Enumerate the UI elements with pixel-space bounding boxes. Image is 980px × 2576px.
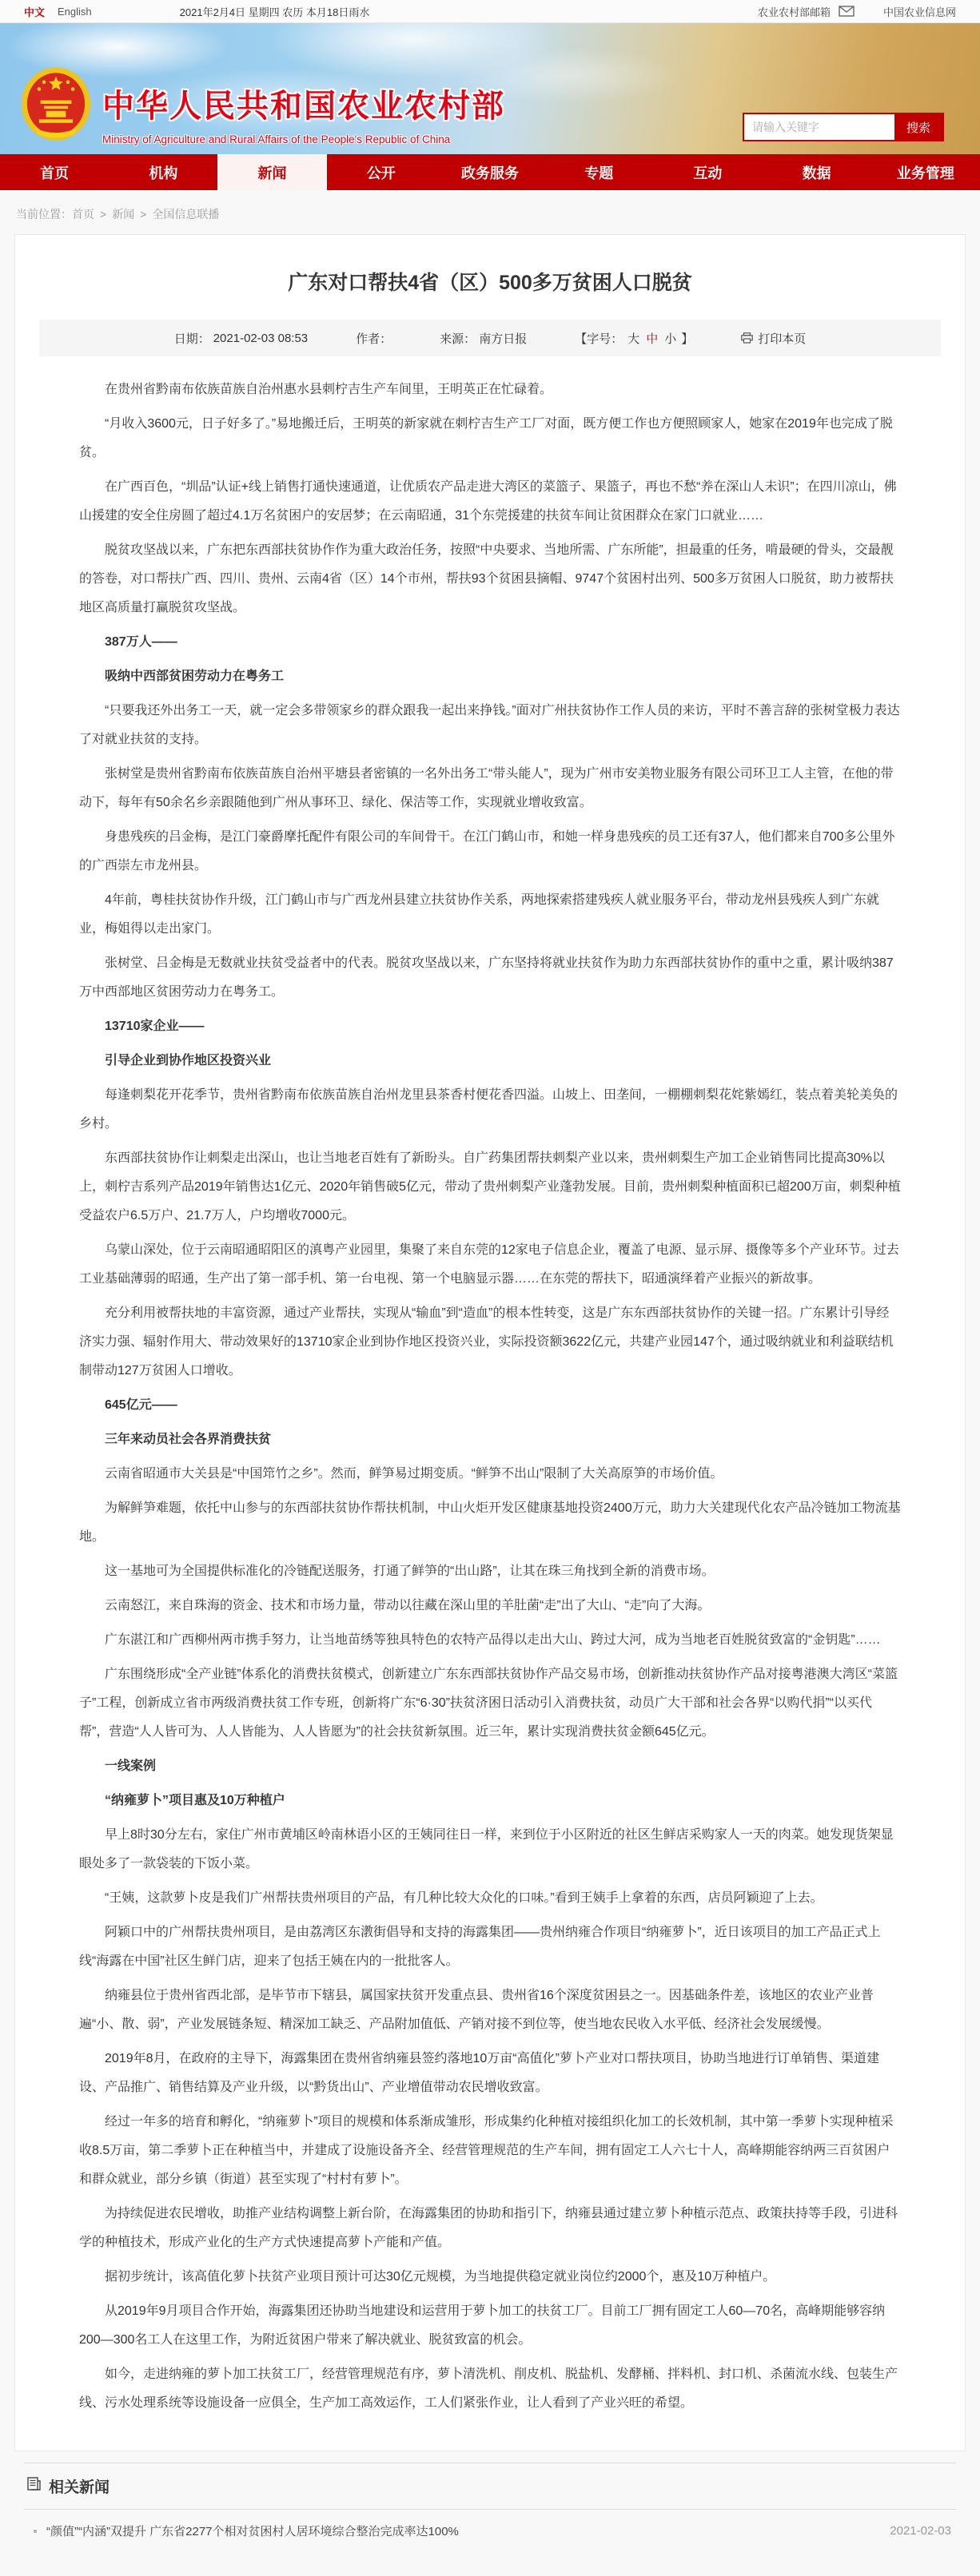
breadcrumb-separator: >: [100, 208, 107, 221]
lang-english-link[interactable]: English: [58, 5, 92, 18]
paragraph: 经过一年多的培育和孵化，“纳雍萝卜”项目的规模和体系渐成雏形，形成集约化种植对接组织化加工的长效机制，其中第一季萝卜实现种植采收8.5万亩，第二季萝卜正在种植当中，并建成了设施设备齐全、经营管理规范的生产车间，拥有固定工人六七十人，高峰期能容纳两三百贫困户和群众就业，部分乡镇（街道）甚至实现了“村村有萝卜”。: [79, 2115, 894, 2186]
section-heading: 387万人——: [105, 635, 177, 649]
search-input[interactable]: [744, 114, 894, 140]
section-heading: 645亿元——: [105, 1398, 177, 1412]
section-heading: 引导企业到协作地区投资兴业: [105, 1054, 272, 1067]
paragraph: 广东湛江和广西柳州两市携手努力，让当地苗绣等独具特色的农特产品得以走出大山、跨过大河，成为当地老百姓脱贫致富的“金钥匙”……: [105, 1633, 881, 1647]
meta-font-size: 【字号： 大 中 小 】: [575, 330, 693, 347]
paragraph: 充分利用被帮扶地的丰富资源，通过产业帮扶，实现从“输血”到“造血”的根本性转变，这是广东东西部扶贫协作的关键一招。广东累计引导经济实力强、辐射作用大、带动效果好的13710家企业到协作地区投资兴业，实际投资额3622亿元，共建产业园147个，通过吸纳就业和利益联结机制带动127万贫困人口增收。: [79, 1306, 894, 1377]
related-news-section: [24, 2463, 956, 2547]
paragraph: 为持续促进农民增收，助推产业结构调整上新台阶，在海露集团的协助和指引下，纳雍县通过建立萝卜种植示范点、政策扶持等手段，引进科学的种植技术，形成产业化的生产方式快速提高萝卜产能和产值。: [79, 2207, 898, 2249]
nav-item-business[interactable]: 业务管理: [896, 165, 954, 181]
related-news-header: [24, 2463, 956, 2509]
paragraph: 据初步统计，该高值化萝卜扶贫产业项目预计可达30亿元规模，为当地提供稳定就业岗位约2000个，惠及10万种植户。: [105, 2270, 776, 2284]
paragraph: 这一基地可为全国提供标准化的冷链配送服务，打通了鲜笋的“出山路”，让其在珠三角找到全新的消费市场。: [105, 1564, 715, 1578]
paragraph: 阿颖口中的广州帮扶贵州项目，是由荔湾区东漖街倡导和支持的海露集团——贵州纳雍合作项目“纳雍萝卜”，近日该项目的加工产品正式上线“海露在中国”社区生鲜门店，迎来了包括王姨在内的一批批客人。: [79, 1926, 881, 1968]
lang-chinese-link[interactable]: 中文: [24, 6, 46, 18]
search-box: [743, 113, 944, 141]
nav-item-data[interactable]: 数据: [802, 165, 831, 181]
breadcrumb-link-0[interactable]: 首页: [72, 208, 94, 221]
national-emblem-logo: [21, 66, 91, 141]
font-size-large-button[interactable]: 大: [627, 332, 640, 346]
nav-item-interact[interactable]: 互动: [693, 165, 723, 181]
paragraph: 云南怒江，来自珠海的资金、技术和市场力量，带动以往藏在深山里的羊肚菌“走”出了大山、“走”向了大海。: [105, 1599, 711, 1612]
related-news-date: 2021-02-03: [890, 2524, 951, 2538]
paragraph: “王姨，这款萝卜皮是我们广州帮扶贵州项目的产品，有几种比较大众化的口味。”看到王姨手上拿着的东西，店员阿颖迎了上去。: [105, 1891, 823, 1905]
paragraph: 在广西百色，“圳品”认证+线上销售打通快速通道，让优质农产品走进大湾区的菜篮子、果篮子，再也不愁“养在深山人未识”；在四川凉山，佛山援建的安全住房圆了超过4.1万名贫困户的安居梦；在云南昭通，31个东莞援建的扶贫车间让贫困群众在家门口就业……: [79, 480, 897, 523]
date-lunar-info: 2021年2月4日 星期四 农历 本月18日雨水: [179, 6, 370, 18]
china-agri-info-link[interactable]: 中国农业信息网: [882, 6, 956, 18]
paragraph: 乌蒙山深处，位于云南昭通昭阳区的滇粤产业园里，集聚了来自东莞的12家电子信息企业，覆盖了电源、显示屏、摄像等多个产业环节。过去工业基础薄弱的昭通，生产出了第一部手机、第一台电视、第一个电脑显示器……在东莞的帮扶下，昭通演绎着产业振兴的新故事。: [79, 1243, 899, 1286]
breadcrumb-link-1[interactable]: 新闻: [112, 208, 135, 221]
related-news-list: [24, 2510, 956, 2547]
paragraph: 广东围绕形成“全产业链”体系化的消费扶贫模式，创新建立广东东西部扶贫协作产品交易市场，创新推动扶贫协作产品对接粤港澳大湾区“菜篮子”工程，创新成立省市两级消费扶贫工作专班，创新将广东“6·30”扶贫济困日活动引入消费扶贫，动员广大干部和社会各界“以购代捐”“以买代帮”，营造“人人皆可为、人人皆能为、人人皆愿为”的社会扶贫新氛围。近三年，累计实现消费扶贫金额645亿元。: [79, 1668, 898, 1739]
section-heading: “纳雍萝卜”项目惠及10万种植户: [105, 1794, 285, 1807]
nav-item-org[interactable]: 机构: [149, 165, 178, 181]
breadcrumb-separator: >: [140, 208, 147, 221]
site-subtitle-english: Ministry of Agriculture and Rural Affairs of the People's Republic of China: [102, 133, 451, 145]
search-button[interactable]: 搜索: [894, 114, 942, 140]
section-heading: 一线案例: [105, 1759, 157, 1773]
article-card: [14, 234, 966, 2451]
section-heading: 吸纳中西部贫困劳动力在粤务工: [105, 670, 285, 683]
meta-author: 作者：: [356, 332, 392, 346]
article-body: [15, 356, 965, 2451]
section-heading: 三年来动员社会各界消费扶贫: [105, 1433, 272, 1446]
section-heading: 13710家企业——: [105, 1020, 205, 1033]
paragraph: 为解鲜笋难题，依托中山参与的东西部扶贫协作帮扶机制，中山火炬开发区健康基地投资2400万元，助力大关建现代化农产品冷链加工物流基地。: [79, 1501, 901, 1544]
topbar: [0, 0, 980, 23]
nav-item-topics[interactable]: 专题: [584, 165, 614, 181]
meta-date: 日期： 2021-02-03 08:53: [173, 331, 309, 346]
font-size-medium-button[interactable]: 中: [646, 332, 659, 346]
paragraph: “月收入3600元，日子好多了。”易地搬迁后，王明英的新家就在刺柠吉生产工厂对面，既方便工作也方便照顾家人，她家在2019年也完成了脱贫。: [79, 417, 893, 459]
paragraph: 2019年8月，在政府的主导下，海露集团在贵州省纳雍县签约落地10万亩“高值化”萝卜产业对口帮扶项目，协助当地进行订单销售、渠道建设、产品推广、销售结算及产业升级，以“黔货出山”、产业增值带动农民增收致富。: [79, 2052, 879, 2094]
print-page-button[interactable]: 打印本页: [741, 330, 806, 347]
bullet-icon: [34, 2530, 37, 2533]
paragraph: 早上8时30分左右，家住广州市黄埔区岭南林语小区的王姨同往日一样，来到位于小区附近的社区生鲜店采购家人一天的肉菜。她发现货架显眼处多了一款袋装的下饭小菜。: [79, 1828, 894, 1870]
breadcrumb: [0, 190, 980, 234]
paragraph: 每逢刺梨花开花季节，贵州省黔南布依族苗族自治州龙里县茶香村便花香四溢。山坡上、田垄间，一棚棚刺梨花姹紫嫣红，装点着美轮美奂的乡村。: [79, 1088, 898, 1131]
breadcrumb-link-2[interactable]: 全国信息联播: [152, 208, 220, 221]
nav-item-open[interactable]: 公开: [366, 165, 396, 181]
printer-icon: [741, 332, 753, 344]
meta-source: 来源： 南方日报: [440, 332, 528, 346]
paragraph: 张树堂是贵州省黔南布依族苗族自治州平塘县者密镇的一名外出务工“带头能人”，现为广州市安美物业服务有限公司环卫工人主管，在他的带动下，每年有50余名乡亲跟随他到广州从事环卫、绿化、保洁等工作，实现就业增收致富。: [79, 767, 894, 809]
font-size-small-button[interactable]: 小: [664, 332, 677, 346]
site-title: 中华人民共和国农业农村部: [102, 89, 505, 124]
paragraph: 脱贫攻坚战以来，广东把东西部扶贫协作作为重大政治任务，按照“中央要求、当地所需、广东所能”，担最重的任务，啃最硬的骨头，交最靓的答卷，对口帮扶广西、四川、贵州、云南4省（区）14个市州，帮扶93个贫困县摘帽、9747个贫困村出列、500多万贫困人口脱贫，助力被帮扶地区高质量打赢脱贫攻坚战。: [79, 543, 894, 614]
paragraph: 云南省昭通市大关县是“中国筇竹之乡”。然而，鲜笋易过期变质。“鲜笋不出山”限制了大关高原笋的市场价值。: [105, 1467, 723, 1481]
paragraph: 如今，走进纳雍的萝卜加工扶贫工厂，经营管理规范有序，萝卜清洗机、削皮机、脱盐机、发酵桶、拌料机、封口机、杀菌流水线、包装生产线、污水处理系统等设施设备一应俱全，生产加工高效运作，工人们紧张作业，让人看到了产业兴旺的希望。: [79, 2367, 898, 2410]
paragraph: 4年前，粤桂扶贫协作升级，江门鹤山市与广西龙州县建立扶贫协作关系，两地探索搭建残疾人就业服务平台，带动龙州县残疾人到广东就业，梅姐得以走出家门。: [79, 893, 879, 936]
envelope-icon[interactable]: [839, 6, 855, 17]
paragraph: 从2019年9月项目合作开始，海露集团还协助当地建设和运营用于萝卜加工的扶贫工厂。目前工厂拥有固定工人60—70名，高峰期能够容纳200—300名工人在这里工作，为附近贫困户带来了解决就业、脱贫致富的机会。: [79, 2304, 886, 2347]
site-header-banner: [0, 23, 980, 154]
related-news-title: 相关新闻: [49, 2479, 110, 2496]
article-title: 广东对口帮扶4省（区）500多万贫困人口脱贫: [288, 272, 692, 294]
paragraph: 身患残疾的吕金梅，是江门豪爵摩托配件有限公司的车间骨干。在江门鹤山市，和她一样身患残疾的员工还有37人，他们都来自700多公里外的广西崇左市龙州县。: [79, 830, 895, 873]
related-news-link-0[interactable]: “颜值”“内涵”双提升 广东省2277个相对贫困村人居环境综合整治完成率达100%: [46, 2525, 459, 2538]
related-news-item: [24, 2510, 956, 2547]
nav-item-services[interactable]: 政务服务: [460, 165, 519, 181]
paragraph: “只要我还外出务工一天，就一定会多带领家乡的群众跟我一起出来挣钱。”面对广州扶贫协作工作人员的来访，平时不善言辞的张树堂极力表达了对就业扶贫的支持。: [79, 704, 900, 746]
main-nav: [0, 154, 980, 190]
ministry-mailbox-link[interactable]: 农业农村部邮箱: [757, 6, 831, 18]
newspaper-icon: [27, 2477, 41, 2495]
paragraph: 在贵州省黔南布依族苗族自治州惠水县刺柠吉生产车间里，王明英正在忙碌着。: [105, 383, 553, 396]
paragraph: 张树堂、吕金梅是无数就业扶贫受益者中的代表。脱贫攻坚战以来，广东坚持将就业扶贫作为助力东西部扶贫协作的重中之重，累计吸纳387万中西部地区贫困劳动力在粤务工。: [79, 956, 894, 999]
paragraph: 东西部扶贫协作让刺梨走出深山，也让当地老百姓有了新盼头。自广药集团帮扶刺梨产业以来，贵州刺梨生产加工企业销售同比提高30%以上，刺柠吉系列产品2019年销售达1亿元、2020年销售破5亿元，带动了贵州刺梨产业蓬勃发展。目前，贵州刺梨种植面积已超200万亩，刺梨种植受益农户6.5万户、21.7万人，户均增收7000元。: [79, 1151, 901, 1222]
article-meta-bar: [39, 320, 941, 356]
breadcrumb-prefix: 当前位置：: [16, 208, 72, 221]
nav-item-home[interactable]: 首页: [40, 165, 70, 181]
paragraph: 纳雍县位于贵州省西北部，是毕节市下辖县，属国家扶贫开发重点县、贵州省16个深度贫困县之一。因基础条件差，该地区的农业产业普遍“小、散、弱”，产业发展链条短、精深加工缺乏、产品附加值低、产销对接不到位等，使当地农民收入水平低、经济社会发展缓慢。: [79, 1989, 874, 2031]
nav-item-news[interactable]: 新闻: [217, 154, 326, 190]
